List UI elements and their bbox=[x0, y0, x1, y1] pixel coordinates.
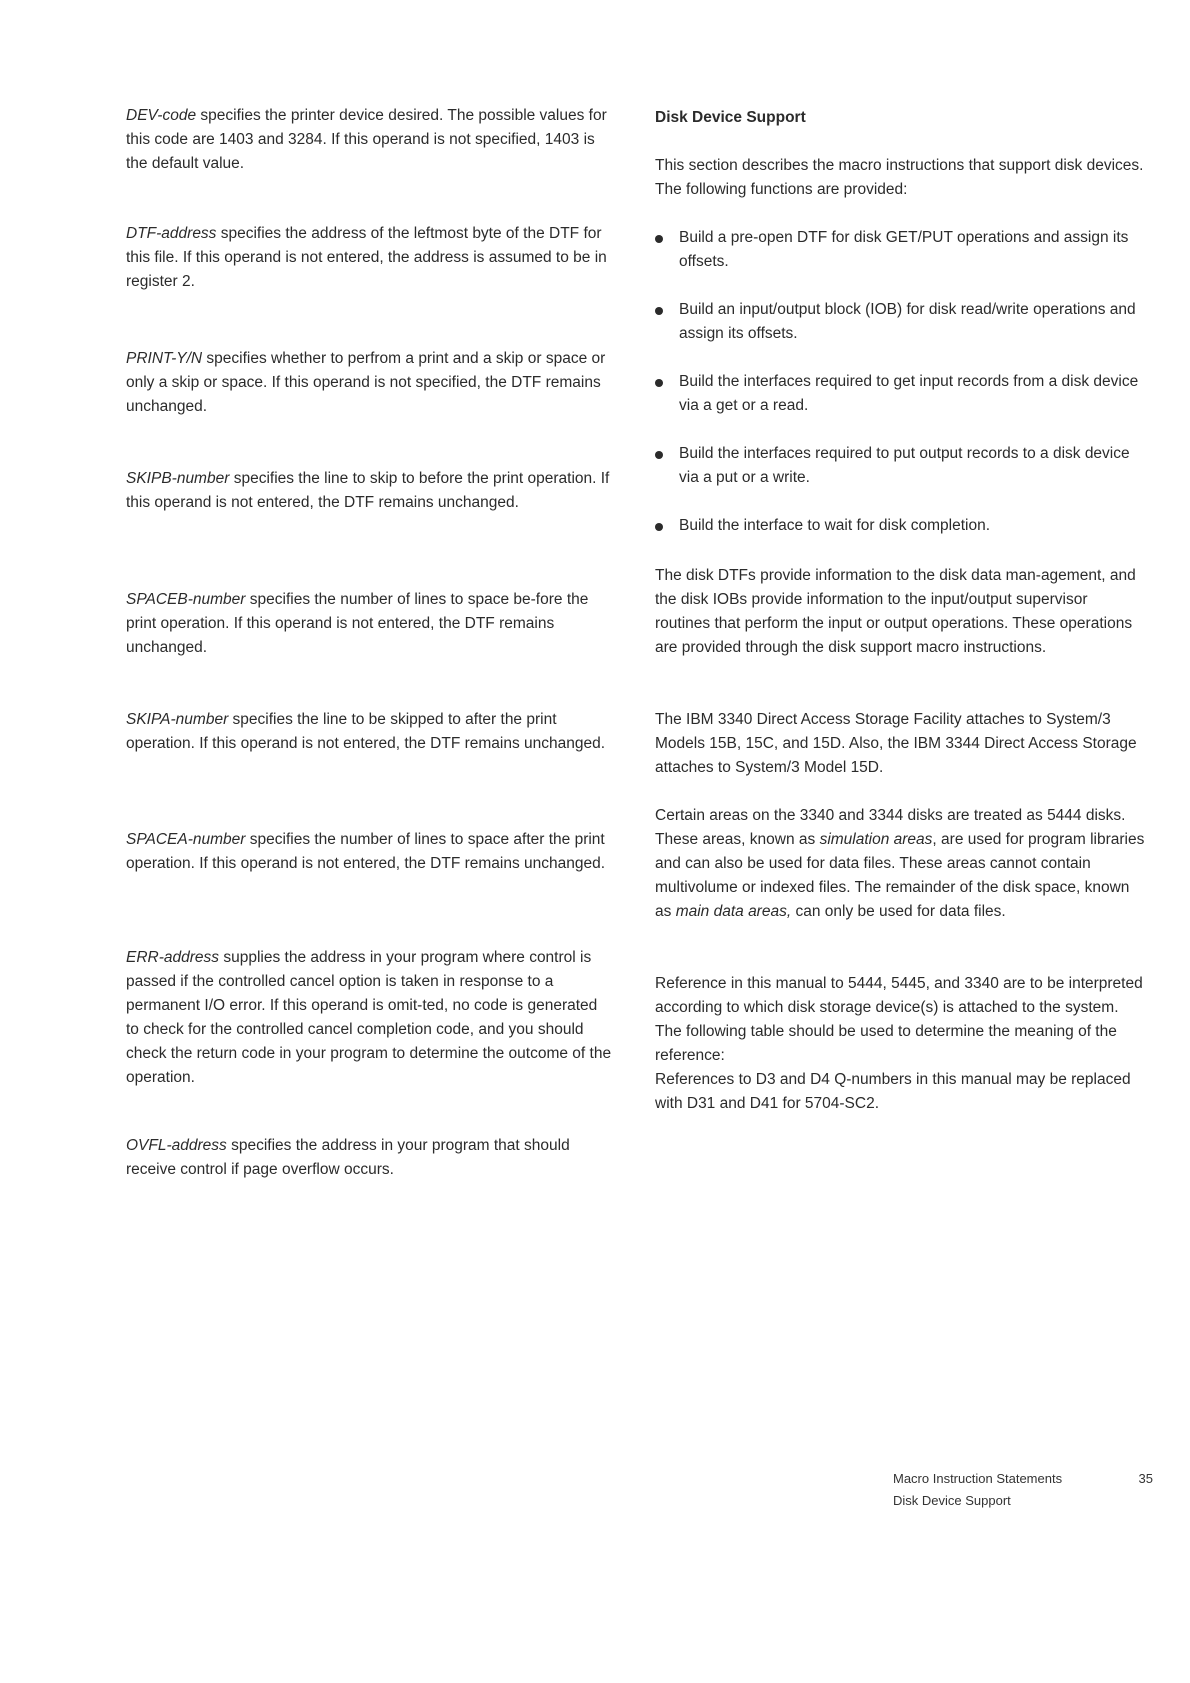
footer-title: Macro Instruction Statements bbox=[893, 1471, 1063, 1486]
list-item-text: Build the interfaces required to get input records from a disk device via a get or a read. bbox=[679, 373, 1139, 414]
bullet-icon bbox=[655, 235, 663, 243]
list-item bbox=[655, 298, 1145, 346]
list-item-text: Build an input/output block (IOB) for disk read/write operations and assign its offsets. bbox=[679, 301, 1136, 342]
operand-keyword: SPACEB-number bbox=[126, 591, 246, 608]
operand-keyword: SKIPB-number bbox=[126, 470, 230, 487]
list-item-text: Build a pre-open DTF for disk GET/PUT operations and assign its offsets. bbox=[679, 229, 1129, 270]
list-item-text: Build the interfaces required to put output records to a disk device via a put or a write. bbox=[679, 445, 1130, 486]
operand-dev-code bbox=[126, 104, 614, 176]
operand-description: specifies whether to perfrom a print and a skip or space or only a skip or space. If this operand is not specified, the DTF remains unchanged. bbox=[126, 350, 606, 415]
bullet-icon bbox=[655, 307, 663, 315]
operand-description: specifies the address of the leftmost byte of the DTF for this file. If this operand is not entered, the address is assumed to be in register 2. bbox=[126, 225, 607, 290]
list-item bbox=[655, 226, 1145, 274]
operand-description: specifies the address in your program that should receive control if page overflow occurs. bbox=[126, 1137, 570, 1178]
operand-ovfl-address bbox=[126, 1134, 614, 1182]
operand-description: supplies the address in your program where control is passed if the controlled cancel option is taken in response to a permanent I/O error. If this operand is omit-ted, no code is generated to check for the controlled cancel completion code, and you should check the return code in your program to determine the outcome of the operation. bbox=[126, 949, 612, 1086]
operand-keyword: ERR-address bbox=[126, 949, 220, 966]
operand-keyword: OVFL-address bbox=[126, 1137, 227, 1154]
list-item bbox=[655, 370, 1145, 418]
operand-description: specifies the number of lines to space after the print operation. If this operand is not entered, the DTF remains unchanged. bbox=[126, 831, 606, 872]
text-run: can only be used for data files. bbox=[791, 903, 1006, 920]
operand-description: specifies the line to skip to before the print operation. If this operand is not entered, the DTF remains unchanged. bbox=[126, 470, 610, 511]
operand-err-address bbox=[126, 946, 614, 1090]
simulation-areas-paragraph bbox=[655, 804, 1145, 924]
operand-keyword: SPACEA-number bbox=[126, 831, 246, 848]
operand-description: specifies the printer device desired. The possible values for this code are 1403 and 3284. If this operand is not specified, 1403 is the default value. bbox=[126, 107, 607, 172]
bullet-icon bbox=[655, 379, 663, 387]
page-footer bbox=[893, 1468, 1153, 1512]
operand-keyword: DTF-address bbox=[126, 225, 217, 242]
function-list bbox=[655, 226, 1145, 538]
operand-skipa-number bbox=[126, 708, 614, 756]
reference-paragraph: Reference in this manual to 5444, 5445, and 3340 are to be interpreted according to which disk storage device(s) is attached to the system. The following table should be used to determine the meaning of the reference: bbox=[655, 975, 1143, 1064]
text-run: Certain areas on the 3340 and 3344 disks are treated as 5444 disks. These areas, known as bbox=[655, 807, 1126, 848]
section-heading: Disk Device Support bbox=[655, 109, 806, 126]
operand-keyword: PRINT-Y/N bbox=[126, 350, 203, 367]
operand-keyword: DEV-code bbox=[126, 107, 197, 124]
operand-skipb-number bbox=[126, 467, 614, 515]
bullet-icon bbox=[655, 523, 663, 531]
text-run: , are used for program libraries and can also be used for data files. These areas cannot contain multivolume or indexed files. The remainder of the disk space, known as bbox=[655, 831, 1145, 920]
operand-spaceb-number bbox=[126, 588, 614, 660]
emphasis-term: main data areas, bbox=[675, 903, 792, 920]
intro-paragraph: This section describes the macro instructions that support disk devices. The following functions are provided: bbox=[655, 157, 1144, 198]
operand-description: specifies the number of lines to space be-fore the print operation. If this operand is not entered, the DTF remains unchanged. bbox=[126, 591, 589, 656]
operand-keyword: SKIPA-number bbox=[126, 711, 229, 728]
list-item-text: Build the interface to wait for disk completion. bbox=[679, 517, 991, 534]
bullet-icon bbox=[655, 451, 663, 459]
disk-dtf-paragraph: The disk DTFs provide information to the disk data man-agement, and the disk IOBs provide information to the input/output supervisor routines that perform the input or output operations. These operations are provided through the disk support macro instructions. bbox=[655, 567, 1136, 656]
operand-description: specifies the line to be skipped to after the print operation. If this operand is not entered, the DTF remains unchanged. bbox=[126, 711, 606, 752]
footer-subtitle: Disk Device Support bbox=[893, 1493, 1011, 1508]
ibm-3340-paragraph: The IBM 3340 Direct Access Storage Facility attaches to System/3 Models 15B, 15C, and 15D. Also, the IBM 3344 Direct Access Storage attaches to System/3 Model 15D. bbox=[655, 711, 1137, 776]
list-item bbox=[655, 442, 1145, 490]
list-item bbox=[655, 514, 1145, 538]
page-number: 35 bbox=[1138, 1471, 1153, 1486]
operand-spacea-number bbox=[126, 828, 614, 876]
operand-print-yn bbox=[126, 347, 614, 419]
emphasis-term: simulation areas bbox=[819, 831, 933, 848]
q-numbers-paragraph: References to D3 and D4 Q-numbers in this manual may be replaced with D31 and D41 for 5704-SC2. bbox=[655, 1071, 1131, 1112]
operand-dtf-address bbox=[126, 222, 614, 294]
